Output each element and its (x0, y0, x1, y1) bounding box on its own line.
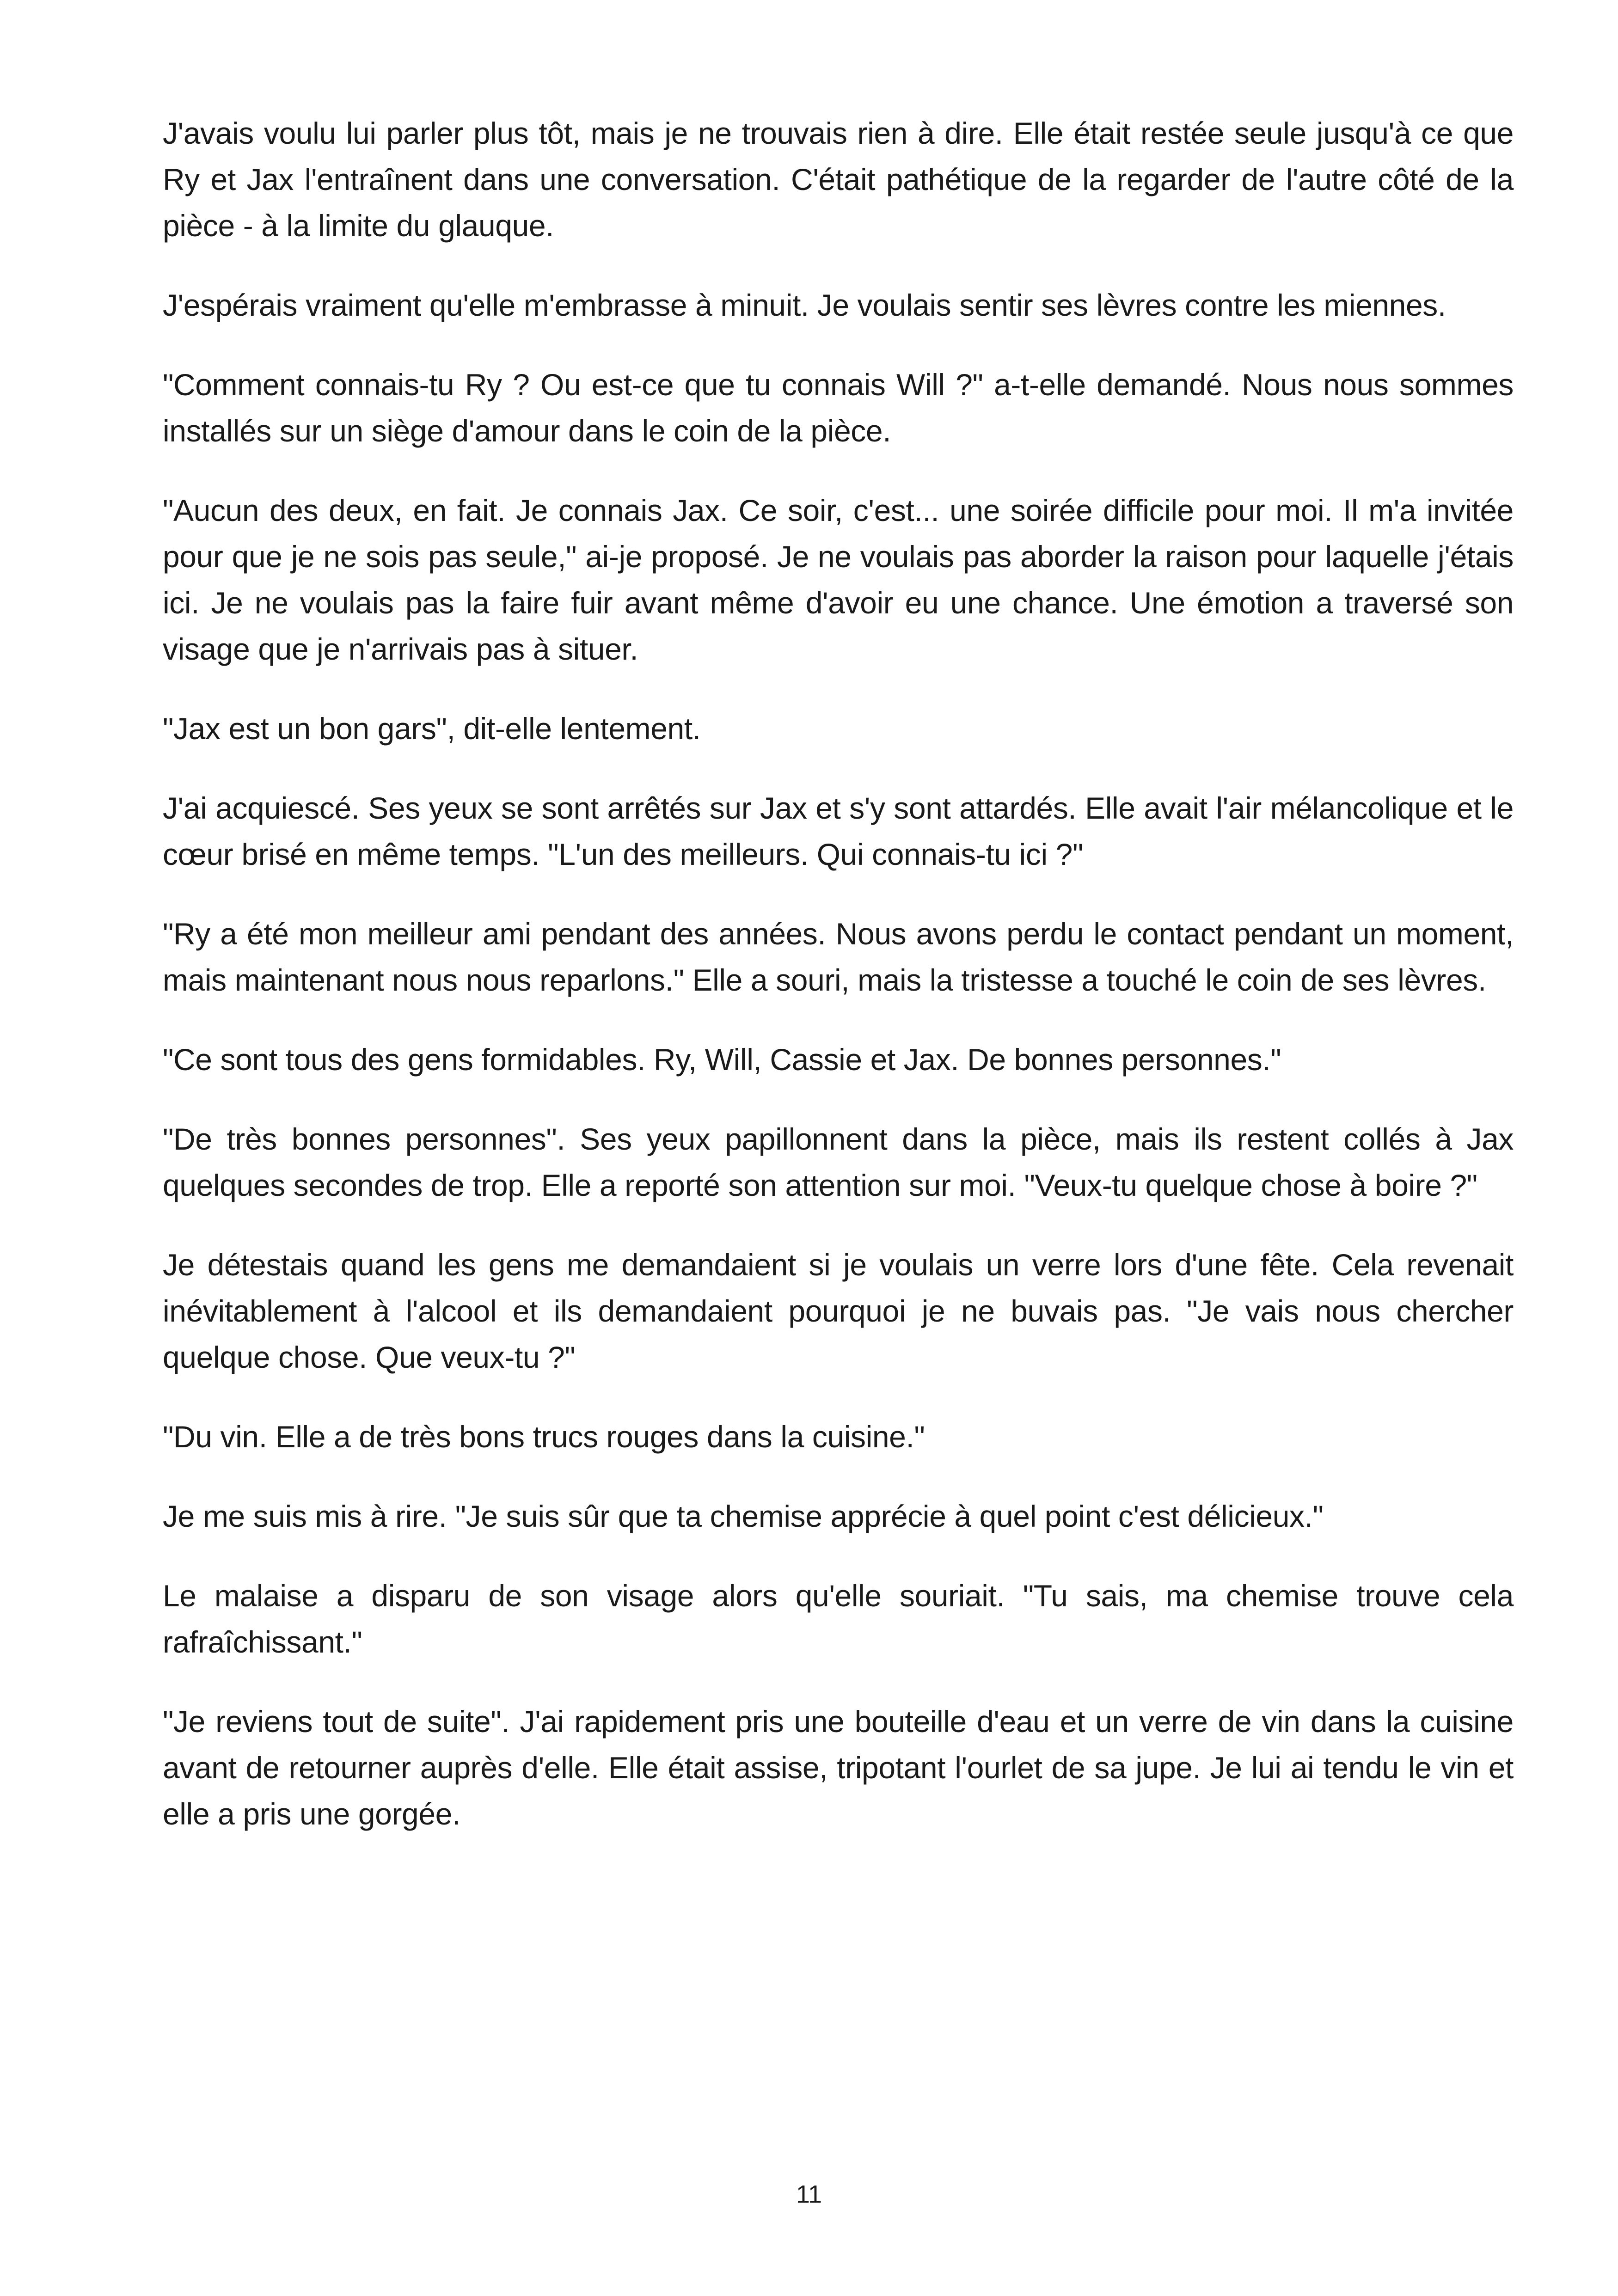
paragraph: "Comment connais-tu Ry ? Ou est-ce que tu connais Will ?" a-t-elle demandé. Nous nous sommes installés sur un siège d'amour dans le coin de la pièce. (163, 367, 1514, 448)
paragraph: "Ce sont tous des gens formidables. Ry, Will, Cassie et Jax. De bonnes personnes." (163, 1042, 1281, 1077)
paragraph: J'avais voulu lui parler plus tôt, mais je ne trouvais rien à dire. Elle était restée seule jusqu'à ce que Ry et Jax l'entraînent dans une conversation. C'était pathétique de la regarder de l'autre côté de la pièce - à la limite du glauque. (163, 116, 1514, 243)
paragraph: Le malaise a disparu de son visage alors qu'elle souriait. "Tu sais, ma chemise trouve cela rafraîchissant." (163, 1579, 1514, 1659)
paragraph: J'espérais vraiment qu'elle m'embrasse à minuit. Je voulais sentir ses lèvres contre les miennes. (163, 288, 1446, 322)
paragraph: "Aucun des deux, en fait. Je connais Jax. Ce soir, c'est... une soirée difficile pour moi. Il m'a invitée pour que je ne sois pas seule," ai-je proposé. Je ne voulais pas aborder la raison pour laquelle j'étais ici. Je ne voulais pas la faire fuir avant même d'avoir eu une chance. Une émotion a traversé son visage que je n'arrivais pas à situer. (163, 493, 1514, 666)
paragraph: "Je reviens tout de suite". J'ai rapidement pris une bouteille d'eau et un verre de vin dans la cuisine avant de retourner auprès d'elle. Elle était assise, tripotant l'ourlet de sa jupe. Je lui ai tendu le vin et elle a pris une gorgée. (163, 1704, 1514, 1831)
paragraph: "Du vin. Elle a de très bons trucs rouges dans la cuisine." (163, 1420, 925, 1454)
paragraph: Je détestais quand les gens me demandaient si je voulais un verre lors d'une fête. Cela revenait inévitablement à l'alcool et ils demandaient pourquoi je ne buvais pas. "Je vais nous chercher quelque chose. Que veux-tu ?" (163, 1248, 1514, 1374)
paragraph: "De très bonnes personnes". Ses yeux papillonnent dans la pièce, mais ils restent collés à Jax quelques secondes de trop. Elle a reporté son attention sur moi. "Veux-tu quelque chose à boire ?" (163, 1122, 1514, 1202)
paragraph: "Ry a été mon meilleur ami pendant des années. Nous avons perdu le contact pendant un moment, mais maintenant nous nous reparlons." Elle a souri, mais la tristesse a touché le coin de ses lèvres. (163, 917, 1514, 997)
page-number: 11 (796, 2180, 822, 2208)
paragraph: "Jax est un bon gars", dit-elle lentement. (163, 711, 701, 746)
paragraph: J'ai acquiescé. Ses yeux se sont arrêtés sur Jax et s'y sont attardés. Elle avait l'air mélancolique et le cœur brisé en même temps. "L'un des meilleurs. Qui connais-tu ici ?" (163, 791, 1514, 871)
body-text (163, 110, 1514, 1870)
paragraph: Je me suis mis à rire. "Je suis sûr que ta chemise apprécie à quel point c'est délicieux." (163, 1499, 1324, 1533)
